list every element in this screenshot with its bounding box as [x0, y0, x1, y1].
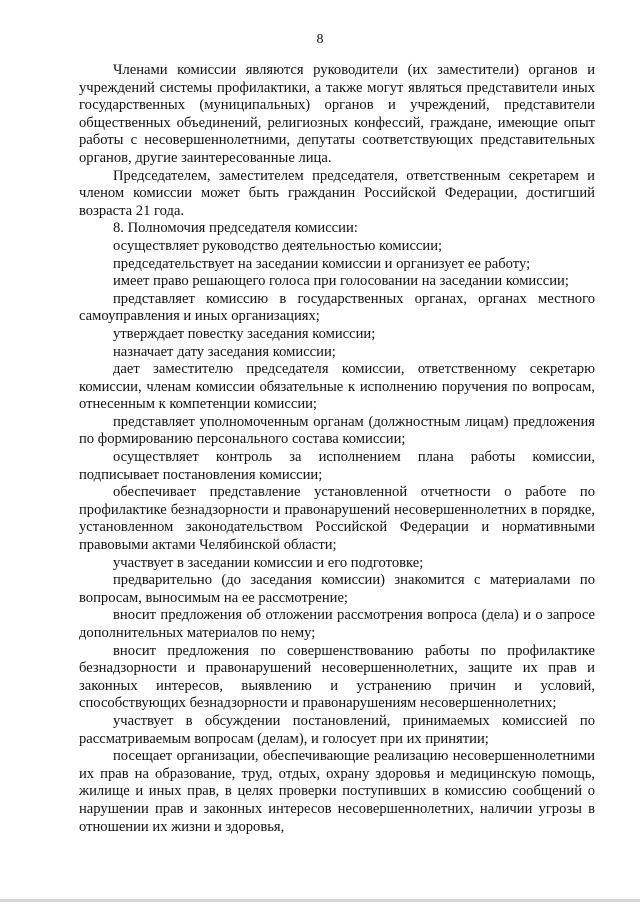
list-item: утверждает повестку заседания комиссии; [113, 325, 376, 342]
list-item: осуществляет руководство деятельностью комиссии; [113, 237, 443, 254]
list-item: председательствует на заседании комиссии и организует ее работу; [113, 255, 531, 272]
list-item: осуществляет контроль за исполнением плана работы комиссии, подписывает постановления комиссии; [79, 449, 595, 483]
list-item: представляет комиссию в государственных органах, органах местного самоуправления и иных организациях; [79, 290, 595, 325]
list-item: посещает организации, обеспечивающие реализацию несовершеннолетними их прав на образование, труд, отдых, охрану здоровья и медицинскую помощь, жилище и иных прав, в целях проверки поступивших в комиссию сообщений о нарушении прав и законных интересов несовершеннолетних, наличии угрозы в отношении их жизни и здоровья, [79, 748, 595, 835]
section-heading-chair-powers: 8. Полномочия председателя комиссии: [113, 220, 358, 237]
paragraph-commission-members: Членами комиссии являются руководители (их заместители) органов и учреждений системы профилактики, а также могут являться представители иных государственных (муниципальных) органов и учреждений, представители общественных объединений, религиозных конфессий, граждане, имеющие опыт работы с несовершеннолетними, депутаты соответствующих представительных органов, другие заинтересованные лица. [79, 62, 595, 166]
list-item: имеет право решающего голоса при голосовании на заседании комиссии; [113, 273, 569, 290]
paragraph-chair-eligibility: Председателем, заместителем председателя, ответственным секретарем и членом комиссии может быть гражданин Российской Федерации, достигший возраста 21 года. [79, 167, 595, 219]
list-item: предварительно (до заседания комиссии) знакомится с материалами по вопросам, выносимым на ее рассмотрение; [79, 572, 595, 606]
document-body [79, 62, 595, 836]
list-item: участвует в обсуждении постановлений, принимаемых комиссией по рассматриваемым вопросам (делам), и голосует при их принятии; [79, 712, 595, 747]
list-item: дает заместителю председателя комиссии, ответственному секретарю комиссии, членам комиссии обязательные к исполнению поручения по вопросам, отнесенным к компетенции комиссии; [79, 361, 595, 413]
list-item: назначает дату заседания комиссии; [113, 343, 336, 360]
page-number: 8 [316, 32, 324, 47]
list-item: представляет уполномоченным органам (должностным лицам) предложения по формированию персонального состава комиссии; [79, 413, 595, 448]
list-item: обеспечивает представление установленной отчетности о работе по профилактике безнадзорности и правонарушений несовершеннолетних в порядке, установленном законодательством Российской Федерации и нормативными правовыми актами Челябинской области; [79, 484, 595, 554]
page-bottom-edge [0, 899, 640, 902]
list-item: вносит предложения по совершенствованию работы по профилактике безнадзорности и правонарушений несовершеннолетних, защите их прав и законных интересов, выявлению и устранению причин и условий, способствующих безнадзорности и правонарушениям несовершеннолетних; [79, 642, 595, 712]
list-item: участвует в заседании комиссии и его подготовке; [113, 554, 424, 571]
list-item: вносит предложения об отложении рассмотрения вопроса (дела) и о запросе дополнительных материалов по нему; [79, 607, 595, 641]
